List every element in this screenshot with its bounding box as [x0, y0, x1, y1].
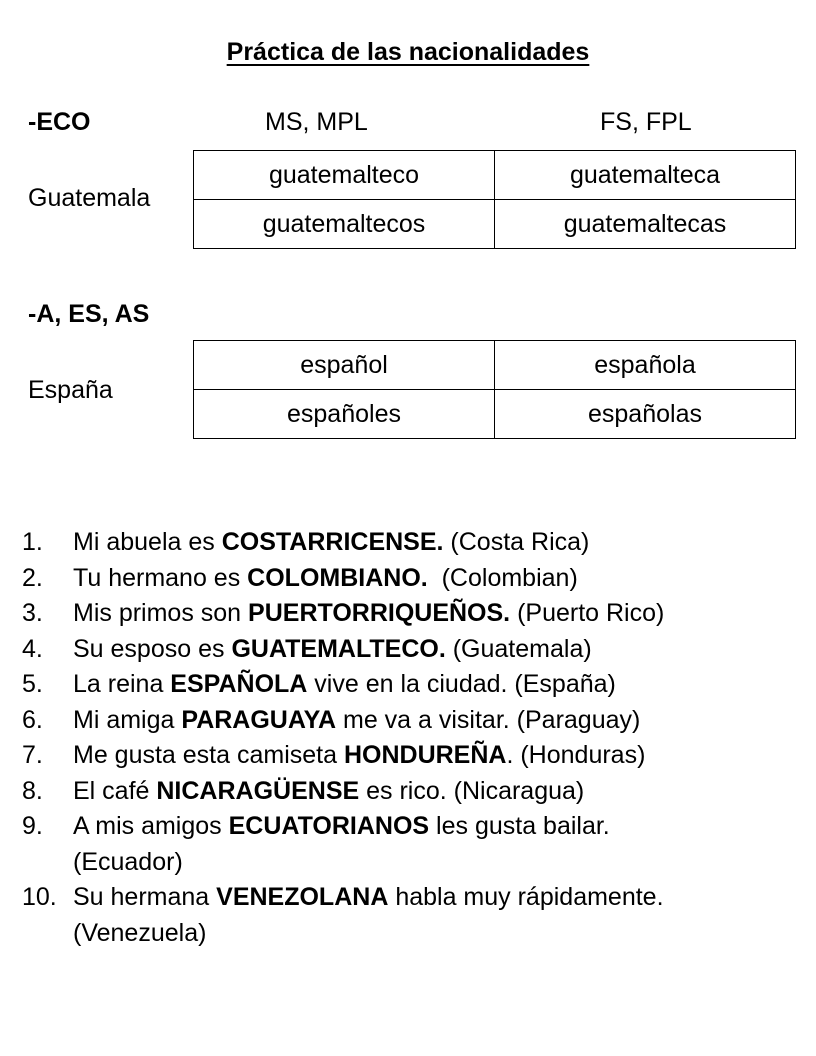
- table-cell-masc-singular: guatemalteco: [194, 151, 495, 200]
- nationality-answer: COSTARRICENSE.: [221, 528, 444, 556]
- item-number: 2.: [22, 563, 43, 592]
- sentence-text: Su hermana: [73, 883, 217, 911]
- sentence-text: me va a visitar. (Paraguay): [336, 705, 641, 734]
- list-item: [0, 596, 800, 632]
- sentence-text: es rico. (Nicaragua): [359, 776, 585, 805]
- sentence-text: La reina: [73, 670, 171, 698]
- sentence-text: (Colombian): [427, 563, 578, 592]
- nationality-answer: NICARAGÜENSE: [156, 776, 360, 805]
- sentence-text: vive en la ciudad. (España): [307, 670, 616, 698]
- table-cell-fem-singular: guatemalteca: [495, 151, 796, 200]
- list-item: [0, 632, 800, 668]
- column-header-masculine: MS, MPL: [265, 108, 368, 136]
- sentence-continuation: (Ecuador): [73, 847, 183, 876]
- country-guatemala-label: Guatemala: [28, 184, 151, 212]
- sentence-continuation: (Venezuela): [73, 918, 207, 947]
- nationality-answer: PARAGUAYA: [181, 705, 337, 734]
- table-cell-masc-singular: español: [194, 341, 495, 390]
- table-row: [194, 341, 796, 390]
- sentence-text: El café: [73, 776, 157, 805]
- column-header-feminine: FS, FPL: [600, 108, 692, 136]
- sentence-text: Me gusta esta camiseta: [73, 741, 344, 769]
- table-cell-masc-plural: guatemaltecos: [194, 200, 495, 249]
- nationality-answer: VENEZOLANA: [216, 883, 389, 911]
- guatemala-nationality-table: [193, 150, 796, 249]
- item-number: 1.: [22, 528, 43, 556]
- list-item: [0, 667, 800, 703]
- list-item: [0, 774, 800, 810]
- country-espana-label: España: [28, 376, 113, 404]
- sentence-text: habla muy rápidamente.: [388, 883, 664, 911]
- item-number: 8.: [22, 776, 43, 805]
- table-cell-fem-plural: españolas: [495, 390, 796, 439]
- item-number: 5.: [22, 670, 43, 698]
- sentence-text: (Costa Rica): [443, 528, 590, 556]
- sentence-text: Tu hermano es: [73, 563, 248, 592]
- section-a-es-as-label: -A, ES, AS: [28, 300, 150, 328]
- nationality-answer: HONDUREÑA: [343, 741, 507, 769]
- item-number: 3.: [22, 599, 43, 627]
- item-number: 10.: [22, 883, 57, 911]
- table-row: [194, 151, 796, 200]
- item-number: 9.: [22, 812, 43, 840]
- nationality-answer: ESPAÑOLA: [170, 670, 308, 698]
- page-title: Práctica de las nacionalidades: [226, 38, 590, 66]
- sentence-text: Su esposo es: [73, 634, 232, 663]
- espana-nationality-table: [193, 340, 796, 439]
- nationality-answer: PUERTORRIQUEÑOS.: [248, 599, 511, 627]
- sentence-text: les gusta bailar.: [429, 812, 610, 840]
- sentence-text: Mis primos son: [73, 599, 249, 627]
- list-item: [0, 525, 800, 561]
- item-number: 7.: [22, 741, 43, 769]
- sentence-text: Mi amiga: [73, 705, 182, 734]
- list-item: [0, 880, 800, 951]
- list-item: [0, 703, 800, 739]
- table-row: [194, 390, 796, 439]
- nationality-answer: GUATEMALTECO.: [231, 634, 446, 663]
- sentence-text: (Puerto Rico): [510, 599, 665, 627]
- item-number: 4.: [22, 634, 43, 663]
- list-item: [0, 738, 800, 774]
- list-item: [0, 809, 800, 880]
- table-cell-masc-plural: españoles: [194, 390, 495, 439]
- table-cell-fem-plural: guatemaltecas: [495, 200, 796, 249]
- nationality-answer: COLOMBIANO.: [247, 563, 428, 592]
- table-row: [194, 200, 796, 249]
- sentence-text: Mi abuela es: [73, 528, 222, 556]
- section-eco-label: -ECO: [28, 108, 91, 136]
- sentence-text: (Guatemala): [445, 634, 592, 663]
- nationality-answer: ECUATORIANOS: [228, 812, 430, 840]
- list-item: [0, 561, 800, 597]
- sentence-list: [0, 525, 800, 951]
- sentence-text: . (Honduras): [506, 741, 646, 769]
- item-number: 6.: [22, 705, 43, 734]
- table-cell-fem-singular: española: [495, 341, 796, 390]
- sentence-text: A mis amigos: [73, 812, 229, 840]
